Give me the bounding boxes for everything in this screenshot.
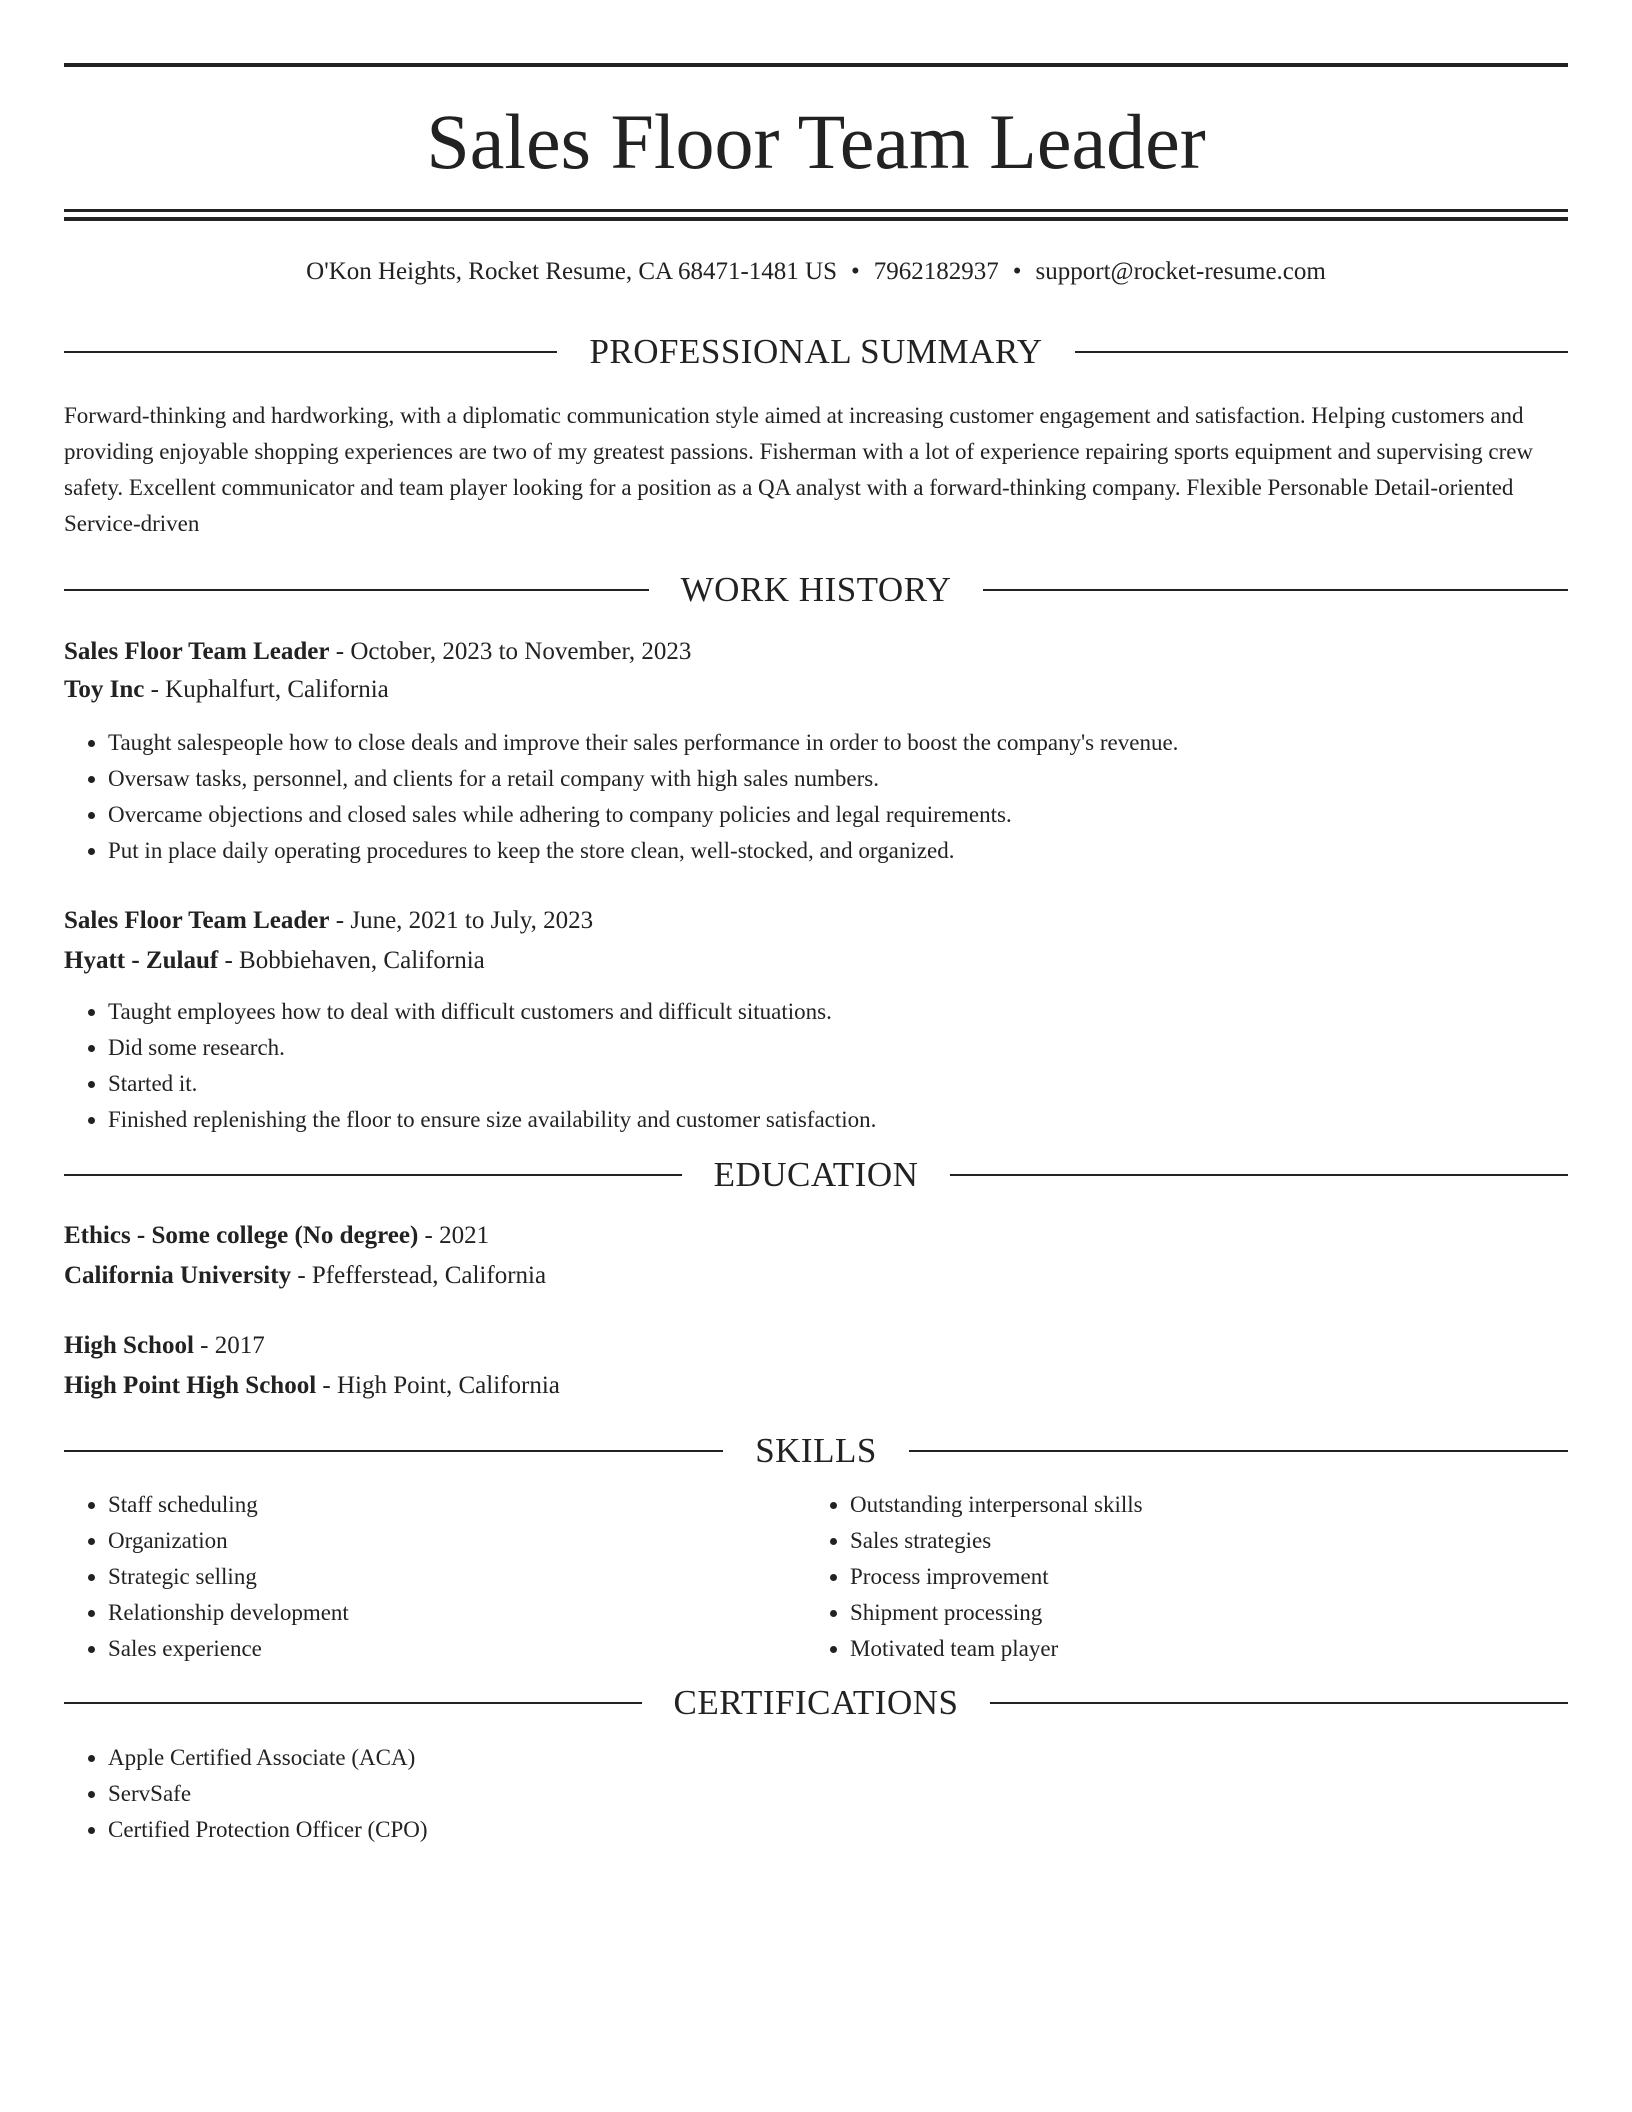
top-rule bbox=[64, 63, 1568, 67]
education-school: High Point High School bbox=[64, 1372, 317, 1399]
certifications-list bbox=[64, 1740, 1568, 1848]
section-rule-right bbox=[1075, 351, 1568, 353]
section-rule-left bbox=[64, 1702, 642, 1704]
job-role: Sales Floor Team Leader bbox=[64, 638, 330, 665]
section-rule-left bbox=[64, 589, 649, 591]
education-school-line bbox=[64, 1257, 1568, 1295]
job-company: Hyatt - Zulauf bbox=[64, 947, 219, 974]
job-bullet: • Oversaw tasks, personnel, and clients for a retail company with high sales numbers. bbox=[108, 761, 1568, 797]
education-degree: Ethics - Some college (No degree) bbox=[64, 1222, 419, 1249]
contact-email: support@rocket-resume.com bbox=[1035, 258, 1326, 285]
education-section-header bbox=[64, 1157, 1568, 1192]
candidate-name: Sales Floor Team Leader bbox=[426, 98, 1206, 185]
job-bullet: • Overcame objections and closed sales while adhering to company policies and legal requirements. bbox=[108, 797, 1568, 833]
job-dates: - June, 2021 to July, 2023 bbox=[329, 907, 594, 934]
job-title-line bbox=[64, 633, 1568, 671]
education-entry bbox=[64, 1327, 1568, 1405]
job-location: - Kuphalfurt, California bbox=[144, 676, 389, 703]
certification-item: • Certified Protection Officer (CPO) bbox=[108, 1812, 1568, 1848]
skill-item: • Organization bbox=[108, 1523, 806, 1559]
skill-item: • Sales strategies bbox=[850, 1523, 1548, 1559]
skills-list-left bbox=[64, 1487, 806, 1667]
skill-item: • Process improvement bbox=[850, 1559, 1548, 1595]
job-bullet: • Taught salespeople how to close deals and improve their sales performance in order to boost the company's revenue. bbox=[108, 725, 1568, 761]
education-location: - High Point, California bbox=[316, 1372, 560, 1399]
job-company-line bbox=[64, 942, 1568, 980]
contact-line bbox=[64, 259, 1568, 284]
skills-columns bbox=[64, 1487, 1568, 1667]
job-role: Sales Floor Team Leader bbox=[64, 907, 330, 934]
section-rule-right bbox=[983, 589, 1568, 591]
job-dates: - October, 2023 to November, 2023 bbox=[329, 638, 692, 665]
summary-title: PROFESSIONAL SUMMARY bbox=[589, 332, 1043, 371]
skill-item: • Sales experience bbox=[108, 1631, 806, 1667]
contact-address: O'Kon Heights, Rocket Resume, CA 68471-1481 US bbox=[306, 258, 838, 285]
education-location: - Pfefferstead, California bbox=[291, 1262, 547, 1289]
education-year: - 2021 bbox=[418, 1222, 490, 1249]
job-bullets bbox=[64, 725, 1568, 869]
job-bullet: • Finished replenishing the floor to ensure size availability and customer satisfaction. bbox=[108, 1102, 1568, 1138]
skills-list-right bbox=[806, 1487, 1548, 1667]
job-location: - Bobbiehaven, California bbox=[218, 947, 485, 974]
skill-item: • Motivated team player bbox=[850, 1631, 1548, 1667]
education-year: - 2017 bbox=[193, 1332, 265, 1359]
certification-item: • ServSafe bbox=[108, 1776, 1568, 1812]
job-bullets bbox=[64, 994, 1568, 1138]
skill-item: • Outstanding interpersonal skills bbox=[850, 1487, 1548, 1523]
work-section-header bbox=[64, 572, 1568, 607]
double-rule bbox=[64, 209, 1568, 221]
education-degree: High School bbox=[64, 1332, 194, 1359]
skills-column-left bbox=[64, 1487, 806, 1667]
certifications-title: CERTIFICATIONS bbox=[673, 1683, 959, 1722]
section-rule-left bbox=[64, 1174, 682, 1176]
skill-item: • Strategic selling bbox=[108, 1559, 806, 1595]
skills-column-right bbox=[806, 1487, 1548, 1667]
skills-section-header bbox=[64, 1433, 1568, 1468]
skill-item: • Relationship development bbox=[108, 1595, 806, 1631]
education-school-line bbox=[64, 1367, 1568, 1405]
skill-item: • Staff scheduling bbox=[108, 1487, 806, 1523]
education-degree-line bbox=[64, 1327, 1568, 1365]
job-entry bbox=[64, 633, 1568, 869]
job-title-line bbox=[64, 902, 1568, 940]
job-company-line bbox=[64, 671, 1568, 709]
job-entry bbox=[64, 902, 1568, 1138]
job-bullet: • Put in place daily operating procedures to keep the store clean, well-stocked, and organized. bbox=[108, 833, 1568, 869]
education-school: California University bbox=[64, 1262, 292, 1289]
education-title: EDUCATION bbox=[713, 1155, 919, 1194]
contact-phone: 7962182937 bbox=[873, 258, 999, 285]
contact-separator: • bbox=[851, 258, 860, 285]
summary-section-header bbox=[64, 334, 1568, 369]
skills-title: SKILLS bbox=[755, 1431, 877, 1470]
section-rule-left bbox=[64, 351, 557, 353]
job-bullet: • Taught employees how to deal with difficult customers and difficult situations. bbox=[108, 994, 1568, 1030]
section-rule-right bbox=[909, 1450, 1568, 1452]
contact-separator: • bbox=[1012, 258, 1022, 285]
certifications-section-header bbox=[64, 1685, 1568, 1720]
section-rule-right bbox=[990, 1702, 1568, 1704]
education-entry bbox=[64, 1217, 1568, 1295]
section-rule-right bbox=[950, 1174, 1568, 1176]
certification-item: • Apple Certified Associate (ACA) bbox=[108, 1740, 1568, 1776]
skill-item: • Shipment processing bbox=[850, 1595, 1548, 1631]
job-bullet: • Did some research. bbox=[108, 1030, 1568, 1066]
work-title: WORK HISTORY bbox=[680, 570, 952, 609]
summary-text: Forward-thinking and hardworking, with a diplomatic communication style aimed at increasing customer engagement and satisfaction. Helping customers and providing enjoyable shopping experiences are two of my greatest passions. Fisherman with a lot of experience repairing sports equipment and supervising crew safety. Excellent communicator and team player looking for a position as a QA analyst with a forward-thinking company. Flexible Personable Detail-oriented Service-driven bbox=[64, 403, 1534, 536]
job-company: Toy Inc bbox=[64, 676, 145, 703]
section-rule-left bbox=[64, 1450, 723, 1452]
job-bullet: • Started it. bbox=[108, 1066, 1568, 1102]
education-degree-line bbox=[64, 1217, 1568, 1255]
